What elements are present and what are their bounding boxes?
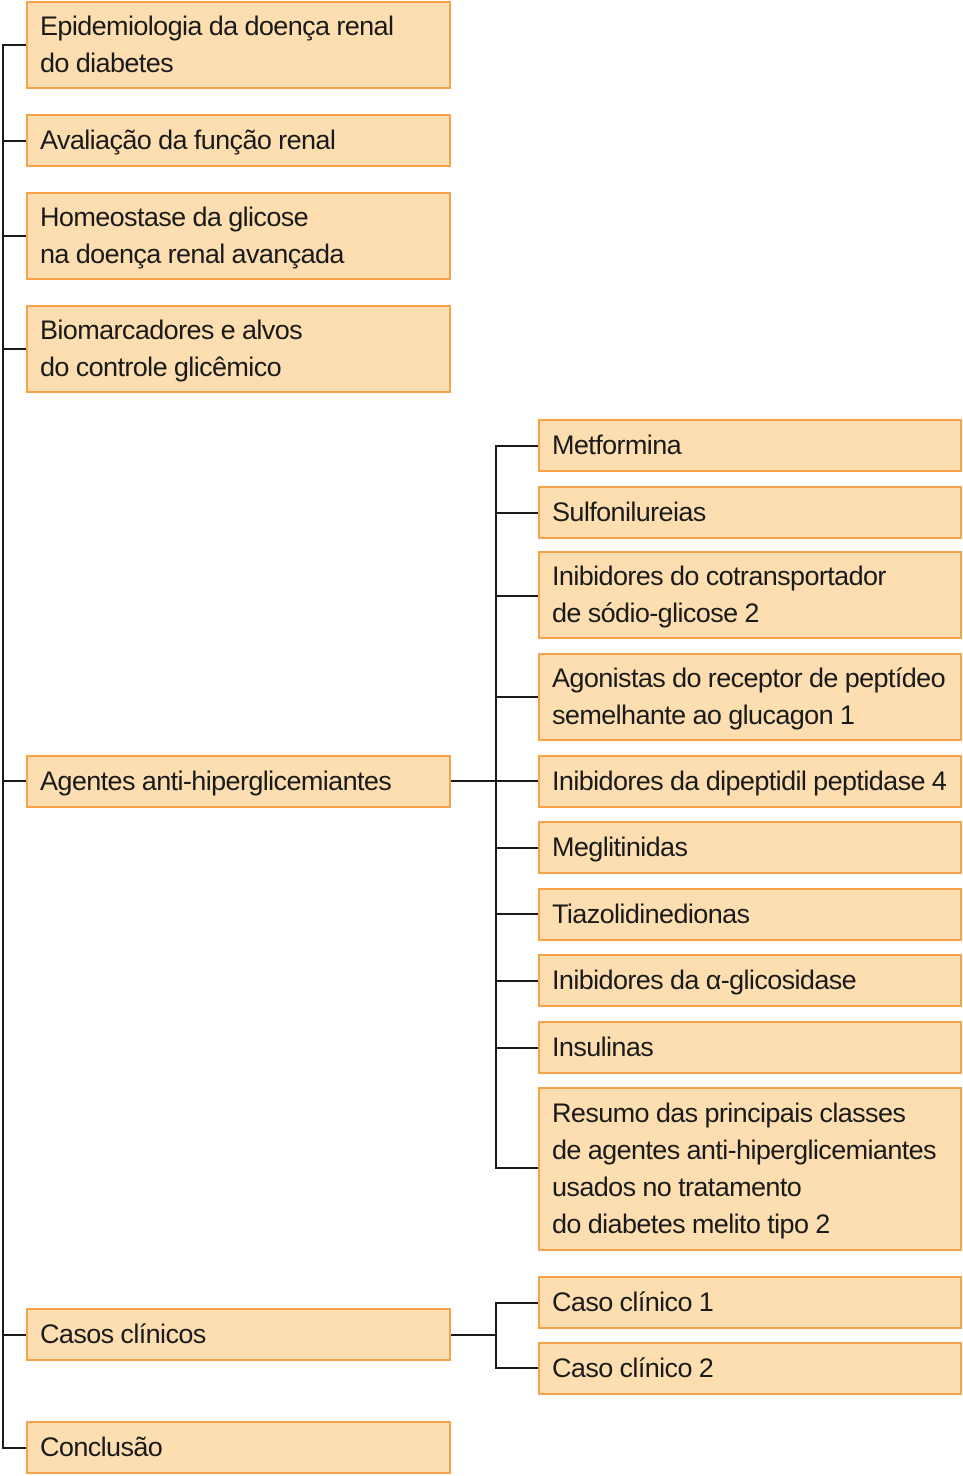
- subtopic-alfa-glicosidase-label: Inibidores da α-glicosidase: [552, 965, 857, 995]
- casos-branch-line: [450, 1334, 497, 1336]
- topic-epidemiologia: [26, 1, 451, 89]
- subtopic-sulfonilureias-label: Sulfonilureias: [552, 497, 706, 527]
- subtopic-caso2: [538, 1342, 962, 1395]
- subtopic-dpp4: [538, 755, 962, 808]
- casos-sub-trunk-line: [495, 1302, 497, 1369]
- subtopic-caso1: [538, 1276, 962, 1329]
- topic-homeostase-line-1: Homeostase da glicose: [40, 202, 309, 232]
- agentes-branch-line: [450, 780, 497, 782]
- connector-epidemiologia: [2, 44, 27, 46]
- topic-biomarcadores-line-2: do controle glicêmico: [40, 352, 282, 382]
- topic-casos: [26, 1308, 451, 1361]
- topic-agentes-label: Agentes anti-hiperglicemiantes: [40, 766, 392, 796]
- connector-alfa-glicosidase: [495, 980, 539, 982]
- subtopic-sulfonilureias: [538, 486, 962, 539]
- topic-conclusao-label: Conclusão: [40, 1432, 163, 1462]
- topic-epidemiologia-line-2: do diabetes: [40, 48, 174, 78]
- subtopic-meglitinidas: [538, 821, 962, 874]
- topic-agentes: [26, 755, 451, 808]
- topic-avaliacao: [26, 114, 451, 167]
- connector-insulinas: [495, 1047, 539, 1049]
- subtopic-glp1-line-1: Agonistas do receptor de peptídeo: [552, 663, 945, 693]
- subtopic-glp1-line-2: semelhante ao glucagon 1: [552, 700, 855, 730]
- topic-biomarcadores-line-1: Biomarcadores e alvos: [40, 315, 303, 345]
- subtopic-insulinas: [538, 1021, 962, 1074]
- topic-conclusao: [26, 1421, 451, 1474]
- connector-caso1: [495, 1302, 539, 1304]
- connector-meglitinidas: [495, 847, 539, 849]
- connector-sulfonilureias: [495, 512, 539, 514]
- topic-epidemiologia-line-1: Epidemiologia da doença renal: [40, 11, 394, 41]
- topic-biomarcadores: [26, 305, 451, 393]
- subtopic-resumo-line-3: usados no tratamento: [552, 1172, 802, 1202]
- main-trunk-line: [2, 44, 4, 1448]
- topic-avaliacao-label: Avaliação da função renal: [40, 125, 336, 155]
- connector-conclusao: [2, 1447, 27, 1449]
- topic-homeostase-line-2: na doença renal avançada: [40, 239, 344, 269]
- connector-dpp4: [495, 780, 539, 782]
- subtopic-sglt2-line-1: Inibidores do cotransportador: [552, 561, 886, 591]
- connector-metformina: [495, 445, 539, 447]
- subtopic-resumo-line-2: de agentes anti-hiperglicemiantes: [552, 1135, 936, 1165]
- subtopic-glp1: [538, 653, 962, 741]
- connector-resumo: [495, 1167, 539, 1169]
- topic-casos-label: Casos clínicos: [40, 1319, 206, 1349]
- subtopic-caso1-label: Caso clínico 1: [552, 1287, 714, 1317]
- subtopic-alfa-glicosidase: [538, 954, 962, 1007]
- subtopic-dpp4-label: Inibidores da dipeptidil peptidase 4: [552, 766, 947, 796]
- agentes-sub-trunk-line: [495, 445, 497, 1169]
- subtopic-insulinas-label: Insulinas: [552, 1032, 654, 1062]
- connector-homeostase: [2, 235, 27, 237]
- subtopic-meglitinidas-label: Meglitinidas: [552, 832, 688, 862]
- topic-homeostase: [26, 192, 451, 280]
- connector-casos: [2, 1334, 27, 1336]
- connector-sglt2: [495, 595, 539, 597]
- connector-tiazolidinedionas: [495, 913, 539, 915]
- subtopic-resumo-line-1: Resumo das principais classes: [552, 1098, 906, 1128]
- connector-agentes: [2, 780, 27, 782]
- connector-biomarcadores: [2, 348, 27, 350]
- connector-caso2: [495, 1367, 539, 1369]
- subtopic-resumo: [538, 1087, 962, 1251]
- subtopic-tiazolidinedionas: [538, 888, 962, 941]
- subtopic-resumo-line-4: do diabetes melito tipo 2: [552, 1209, 830, 1239]
- subtopic-metformina: [538, 419, 962, 472]
- subtopic-caso2-label: Caso clínico 2: [552, 1353, 714, 1383]
- subtopic-metformina-label: Metformina: [552, 430, 682, 460]
- connector-avaliacao: [2, 140, 27, 142]
- connector-glp1: [495, 696, 539, 698]
- subtopic-tiazolidinedionas-label: Tiazolidinedionas: [552, 899, 750, 929]
- subtopic-sglt2: [538, 551, 962, 639]
- subtopic-sglt2-line-2: de sódio-glicose 2: [552, 598, 759, 628]
